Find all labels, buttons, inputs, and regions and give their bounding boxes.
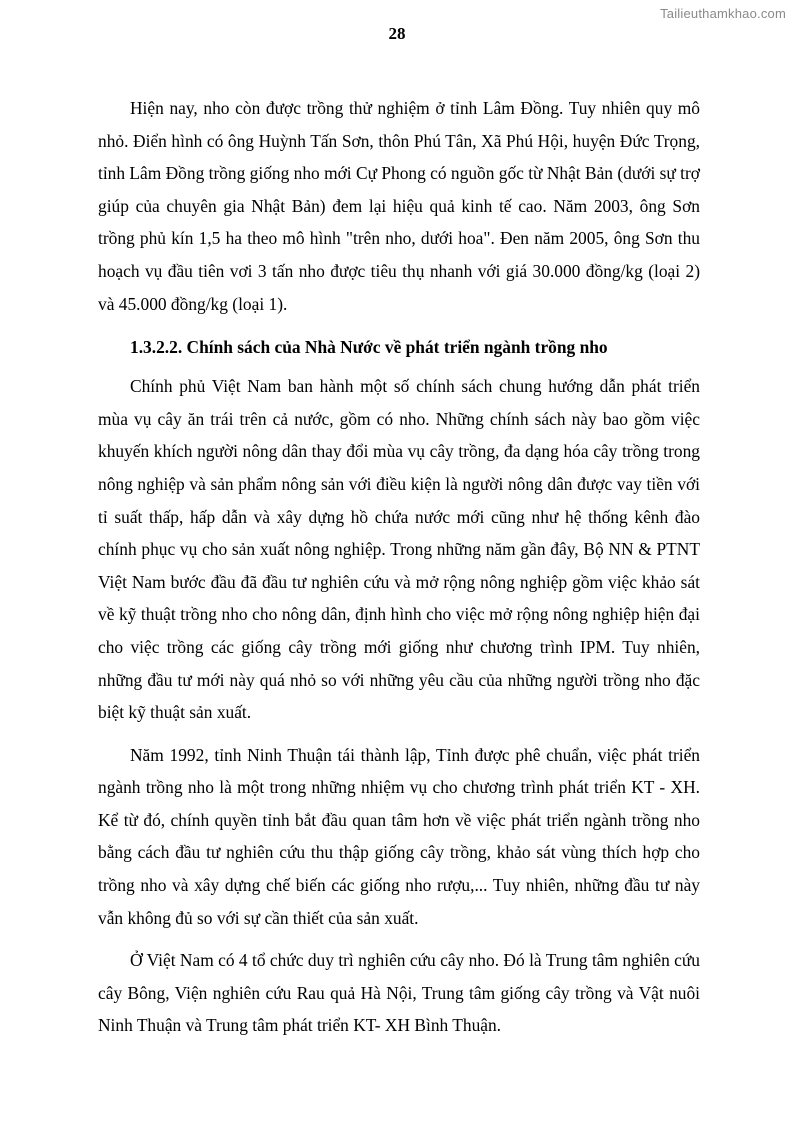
paragraph-ninh-thuan: Năm 1992, tỉnh Ninh Thuận tái thành lập, Tỉnh được phê chuẩn, việc phát triển ngành trồng nho là một trong những nhiệm vụ cho chương trình phát triển KT - XH. Kể từ đó, chính quyền tỉnh bắt đầu quan tâm hơn về việc phát triển ngành trồng nho bằng cách đầu tư nghiên cứu thu thập giống cây trồng, khảo sát vùng thích hợp cho trồng nho và xây dựng chế biến các giống nho rượu,... Tuy nhiên, những đầu tư này vẫn không đủ so với sự cần thiết của sản xuất. [98,744,700,928]
page-number: 28 [388,24,406,43]
page-body [98,92,700,1042]
paragraph-government-policy: Chính phủ Việt Nam ban hành một số chính sách chung hướng dẫn phát triển mùa vụ cây ăn trái trên cả nước, gồm có nho. Những chính sách này bao gồm việc khuyến khích người nông dân thay đổi mùa vụ cây trồng, đa dạng hóa cây trồng trong nông nghiệp và sản phẩm nông sản với điều kiện là người nông dân được vay tiền với tỉ suất thấp, hấp dẫn và xây dựng hồ chứa nước mới cũng như hệ thống kênh đào chính phục vụ cho sản xuất nông nghiệp. Trong những năm gần đây, Bộ NN & PTNT Việt Nam bước đầu đã đầu tư nghiên cứu và mở rộng nông nghiệp gồm việc khảo sát về kỹ thuật trồng nho cho nông dân, định hình cho việc mở rộng nông nghiệp hiện đại cho việc trồng các giống cây trồng mới giống như chương trình IPM. Tuy nhiên, những đầu tư mới này quá nhỏ so với những yêu cầu của những người trồng nho đặc biệt kỹ thuật sản xuất. [98,376,700,723]
paragraph-lam-dong: Hiện nay, nho còn được trồng thử nghiệm ở tỉnh Lâm Đồng. Tuy nhiên quy mô nhỏ. Điển hình có ông Huỳnh Tấn Sơn, thôn Phú Tân, Xã Phú Hội, huyện Đức Trọng, tỉnh Lâm Đồng trồng giống nho mới Cự Phong có nguồn gốc từ Nhật Bản (dưới sự trợ giúp của chuyên gia Nhật Bản) đem lại hiệu quả kinh tế cao. Năm 2003, ông Sơn trồng phủ kín 1,5 ha theo mô hình "trên nho, dưới hoa". Đen năm 2005, ông Sơn thu hoạch vụ đầu tiên vơi 3 tấn nho được tiêu thụ nhanh với giá 30.000 đồng/kg (loại 2) và 45.000 đồng/kg (loại 1). [98,98,700,314]
section-heading: 1.3.2.2. Chính sách của Nhà Nước về phát triển ngành trồng nho [130,337,608,358]
watermark-text: Tailieuthamkhao.com [660,6,786,21]
paragraph-research-organizations: Ở Việt Nam có 4 tổ chức duy trì nghiên cứu cây nho. Đó là Trung tâm nghiên cứu cây Bông, Viện nghiên cứu Rau quả Hà Nội, Trung tâm giống cây trồng và Vật nuôi Ninh Thuận và Trung tâm phát triển KT- XH Bình Thuận. [98,950,700,1036]
